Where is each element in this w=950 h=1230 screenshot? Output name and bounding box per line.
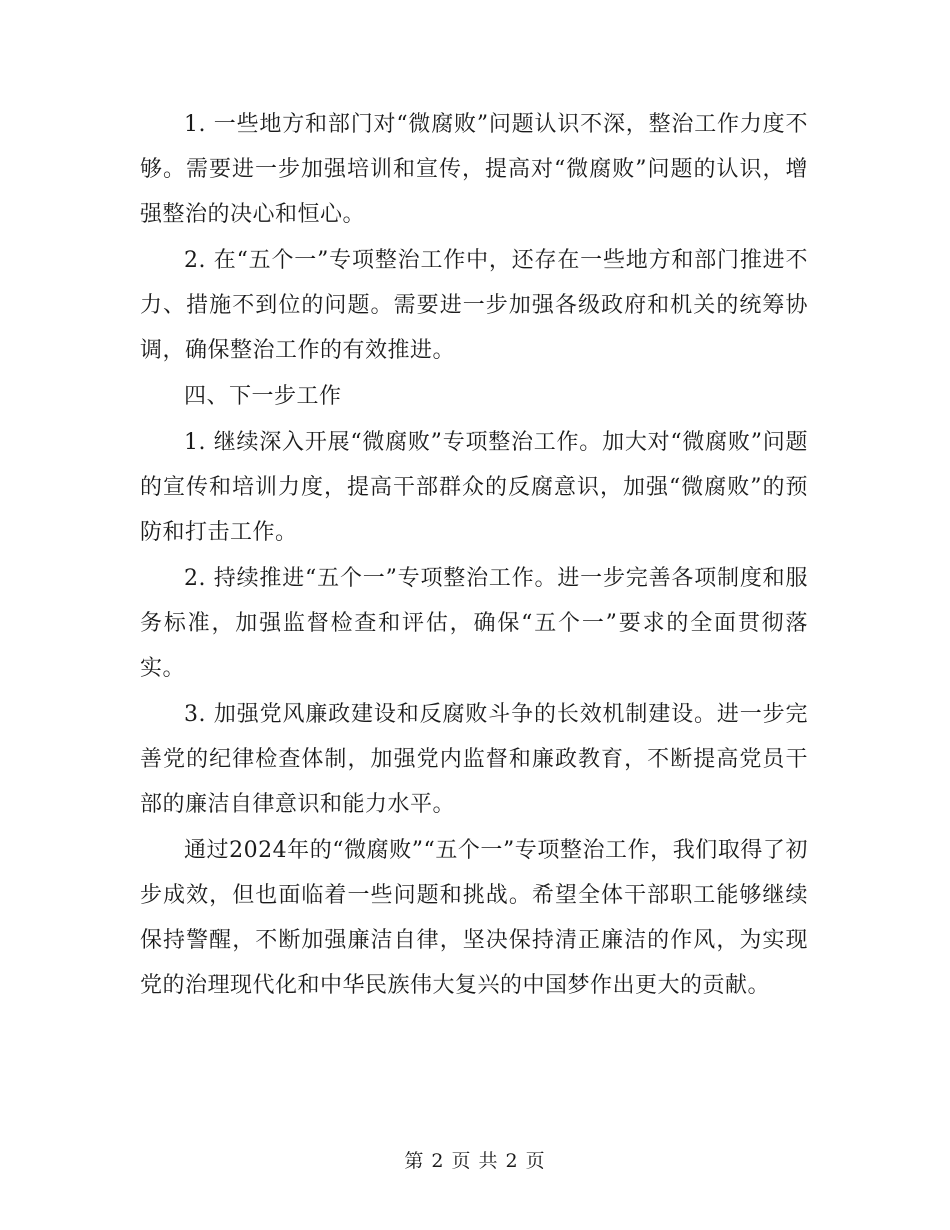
paragraph-next-step-2: 2. 持续推进“五个一”专项整治工作。进一步完善各项制度和服务标准，加强监督检查和评估，确保“五个一”要求的全面贯彻落实。 xyxy=(140,566,808,681)
paragraph-issue-2: 2. 在“五个一”专项整治工作中，还存在一些地方和部门推进不力、措施不到位的问题。需要进一步加强各级政府和机关的统筹协调，确保整治工作的有效推进。 xyxy=(140,248,808,363)
paragraph-next-step-1: 1. 继续深入开展“微腐败”专项整治工作。加大对“微腐败”问题的宣传和培训力度，提高干部群众的反腐意识，加强“微腐败”的预防和打击工作。 xyxy=(140,430,808,545)
document-body xyxy=(140,102,808,1009)
page-footer: 第 2 页 共 2 页 xyxy=(404,1150,546,1172)
paragraph-next-step-3: 3. 加强党风廉政建设和反腐败斗争的长效机制建设。进一步完善党的纪律检查体制，加强党内监督和廉政教育，不断提高党员干部的廉洁自律意识和能力水平。 xyxy=(140,702,808,817)
section-heading-next-steps: 四、下一步工作 xyxy=(184,384,342,409)
paragraph-conclusion: 通过2024年的“微腐败”“五个一”专项整治工作，我们取得了初步成效，但也面临着一些问题和挑战。希望全体干部职工能够继续保持警醒，不断加强廉洁自律，坚决保持清正廉洁的作风，为实现党的治理现代化和中华民族伟大复兴的中国梦作出更大的贡献。 xyxy=(140,838,808,998)
paragraph-issue-1: 1. 一些地方和部门对“微腐败”问题认识不深，整治工作力度不够。需要进一步加强培训和宣传，提高对“微腐败”问题的认识，增强整治的决心和恒心。 xyxy=(140,112,808,227)
